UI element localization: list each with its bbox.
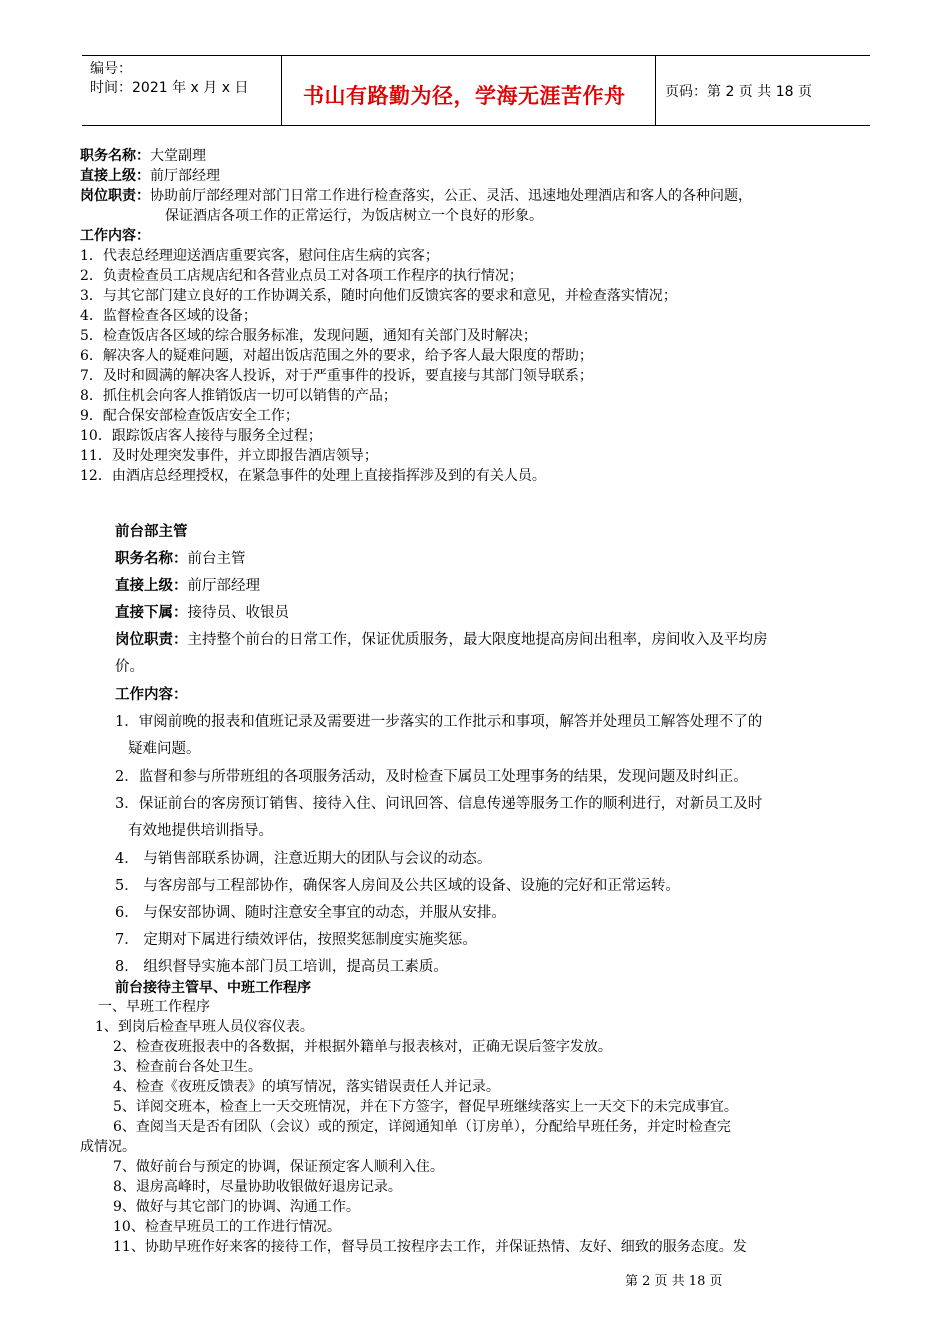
- s2-item-2: 2．监督和参与所带班组的各项服务活动，及时检查下属员工处理事务的结果，发现问题及时纠正。: [115, 769, 748, 785]
- s3-item-8: 8、退房高峰时，尽量协助收银做好退房记录。: [113, 1179, 402, 1195]
- s2-item-3b: 有效地提供培训指导。: [128, 823, 273, 839]
- list-item: 2．负责检查员工店规店纪和各营业点员工对各项工作程序的执行情况；: [80, 268, 523, 284]
- s1-superior-value: 前厅部经理: [150, 168, 220, 184]
- s2-duty-line2: 价。: [115, 659, 144, 675]
- s1-duty-row: [80, 186, 752, 206]
- s2-item-3a: 3．保证前台的客房预订销售、接待入住、问讯回答、信息传递等服务工作的顺利进行，对新员工及时: [115, 796, 763, 812]
- s3-item-1: 1、到岗后检查早班人员仪容仪表。: [95, 1019, 314, 1035]
- s2-subordinate-row: [115, 602, 289, 624]
- s2-duty-row: [115, 629, 768, 651]
- s3-item-6a: 6、查阅当天是否有团队（会议）或的预定，详阅通知单（订房单），分配给早班任务，并定时检查完: [113, 1119, 731, 1135]
- list-item: 10．跟踪饭店客人接待与服务全过程；: [80, 428, 322, 444]
- s2-item-5: 5． 与客房部与工程部协作，确保客人房间及公共区域的设备、设施的完好和正常运转。: [115, 878, 680, 894]
- list-item: 6．解决客人的疑难问题，对超出饭店范围之外的要求，给予客人最大限度的帮助；: [80, 348, 593, 364]
- s3-item-11: 11、协助早班作好来客的接待工作，督导员工按程序去工作，并保证热情、友好、细致的服务态度。发: [113, 1239, 747, 1255]
- s3-item-2: 2、检查夜班报表中的各数据，并根据外籍单与报表核对，正确无误后签字发放。: [113, 1039, 612, 1055]
- s1-duty-line1: 协助前厅部经理对部门日常工作进行检查落实，公正、灵活、迅速地处理酒店和客人的各种问题，: [150, 188, 752, 204]
- s2-title-row: [115, 548, 246, 570]
- s2-superior-value: 前厅部经理: [187, 578, 260, 594]
- list-item: 7．及时和圆满的解决客人投诉，对于严重事件的投诉，要直接与其部门领导联系；: [80, 368, 593, 384]
- s2-duty-label: 岗位职责：: [115, 632, 188, 648]
- header-number-label: 编号：: [90, 61, 132, 77]
- header-top-rule: [82, 55, 870, 56]
- header-page-label: 页码：第 2 页 共 18 页: [665, 84, 812, 100]
- list-item: 5．检查饭店各区域的综合服务标准，发现问题，通知有关部门及时解决；: [80, 328, 537, 344]
- s3-sub-heading: 一、早班工作程序: [98, 999, 210, 1015]
- s2-item-1a: 1．审阅前晚的报表和值班记录及需要进一步落实的工作批示和事项，解答并处理员工解答处理不了的: [115, 714, 763, 730]
- s2-duty-line1: 主持整个前台的日常工作，保证优质服务，最大限度地提高房间出租率，房间收入及平均房: [187, 632, 768, 648]
- s1-duty-line2: 保证酒店各项工作的正常运行，为饭店树立一个良好的形象。: [165, 208, 543, 224]
- s1-title-label: 职务名称：: [80, 148, 150, 164]
- s2-item-1b: 疑难问题。: [128, 741, 201, 757]
- header-time-label: 时间：2021 年 x 月 x 日: [90, 80, 249, 96]
- s1-title-row: [80, 146, 206, 166]
- header-motto: 书山有路勤为径，学海无涯苦作舟: [303, 84, 626, 108]
- s2-title-value: 前台主管: [187, 551, 246, 567]
- s2-item-8: 8． 组织督导实施本部门员工培训，提高员工素质。: [115, 959, 448, 975]
- s2-superior-label: 直接上级：: [115, 578, 188, 594]
- s3-item-5: 5、详阅交班本，检查上一天交班情况，并在下方签字，督促早班继续落实上一天交下的未完成事宜。: [113, 1099, 738, 1115]
- header-bottom-rule: [82, 125, 870, 126]
- s3-item-6b: 成情况。: [80, 1139, 136, 1155]
- s1-content-label: 工作内容：: [80, 228, 150, 244]
- s2-item-7: 7． 定期对下属进行绩效评估，按照奖惩制度实施奖惩。: [115, 932, 477, 948]
- list-item: 11．及时处理突发事件，并立即报告酒店领导；: [80, 448, 378, 464]
- s1-item-list: [80, 246, 677, 486]
- footer-page-number: 第 2 页 共 18 页: [625, 1274, 723, 1289]
- header-divider-left: [281, 55, 282, 125]
- list-item: 4．监督检查各区域的设备；: [80, 308, 257, 324]
- header-divider-right: [655, 55, 656, 125]
- s1-superior-row: [80, 166, 220, 186]
- s3-item-4: 4、检查《夜班反馈表》的填写情况，落实错误责任人并记录。: [113, 1079, 500, 1095]
- s2-item-6: 6． 与保安部协调、随时注意安全事宜的动态，并服从安排。: [115, 905, 506, 921]
- s2-item-4: 4． 与销售部联系协调，注意近期大的团队与会议的动态。: [115, 851, 492, 867]
- list-item: 3．与其它部门建立良好的工作协调关系，随时向他们反馈宾客的要求和意见，并检查落实情况；: [80, 288, 677, 304]
- s2-subordinate-value: 接待员、收银员: [187, 605, 289, 621]
- s2-heading: 前台部主管: [115, 524, 188, 540]
- s3-item-7: 7、做好前台与预定的协调，保证预定客人顺利入住。: [113, 1159, 444, 1175]
- list-item: 12．由酒店总经理授权，在紧急事件的处理上直接指挥涉及到的有关人员。: [80, 468, 546, 484]
- list-item: 8．抓住机会向客人推销饭店一切可以销售的产品；: [80, 388, 397, 404]
- s3-item-10: 10、检查早班员工的工作进行情况。: [113, 1219, 341, 1235]
- s1-title-value: 大堂副理: [150, 148, 206, 164]
- list-item: 9．配合保安部检查饭店安全工作；: [80, 408, 299, 424]
- s2-content-label: 工作内容：: [115, 687, 188, 703]
- s3-heading: 前台接待主管早、中班工作程序: [115, 980, 311, 996]
- s2-superior-row: [115, 575, 260, 597]
- s3-item-9: 9、做好与其它部门的协调、沟通工作。: [113, 1199, 360, 1215]
- s2-title-label: 职务名称：: [115, 551, 188, 567]
- s3-item-3: 3、检查前台各处卫生。: [113, 1059, 262, 1075]
- s2-subordinate-label: 直接下属：: [115, 605, 188, 621]
- s1-superior-label: 直接上级：: [80, 168, 150, 184]
- s1-duty-label: 岗位职责：: [80, 188, 150, 204]
- list-item: 1．代表总经理迎送酒店重要宾客，慰问住店生病的宾客；: [80, 248, 439, 264]
